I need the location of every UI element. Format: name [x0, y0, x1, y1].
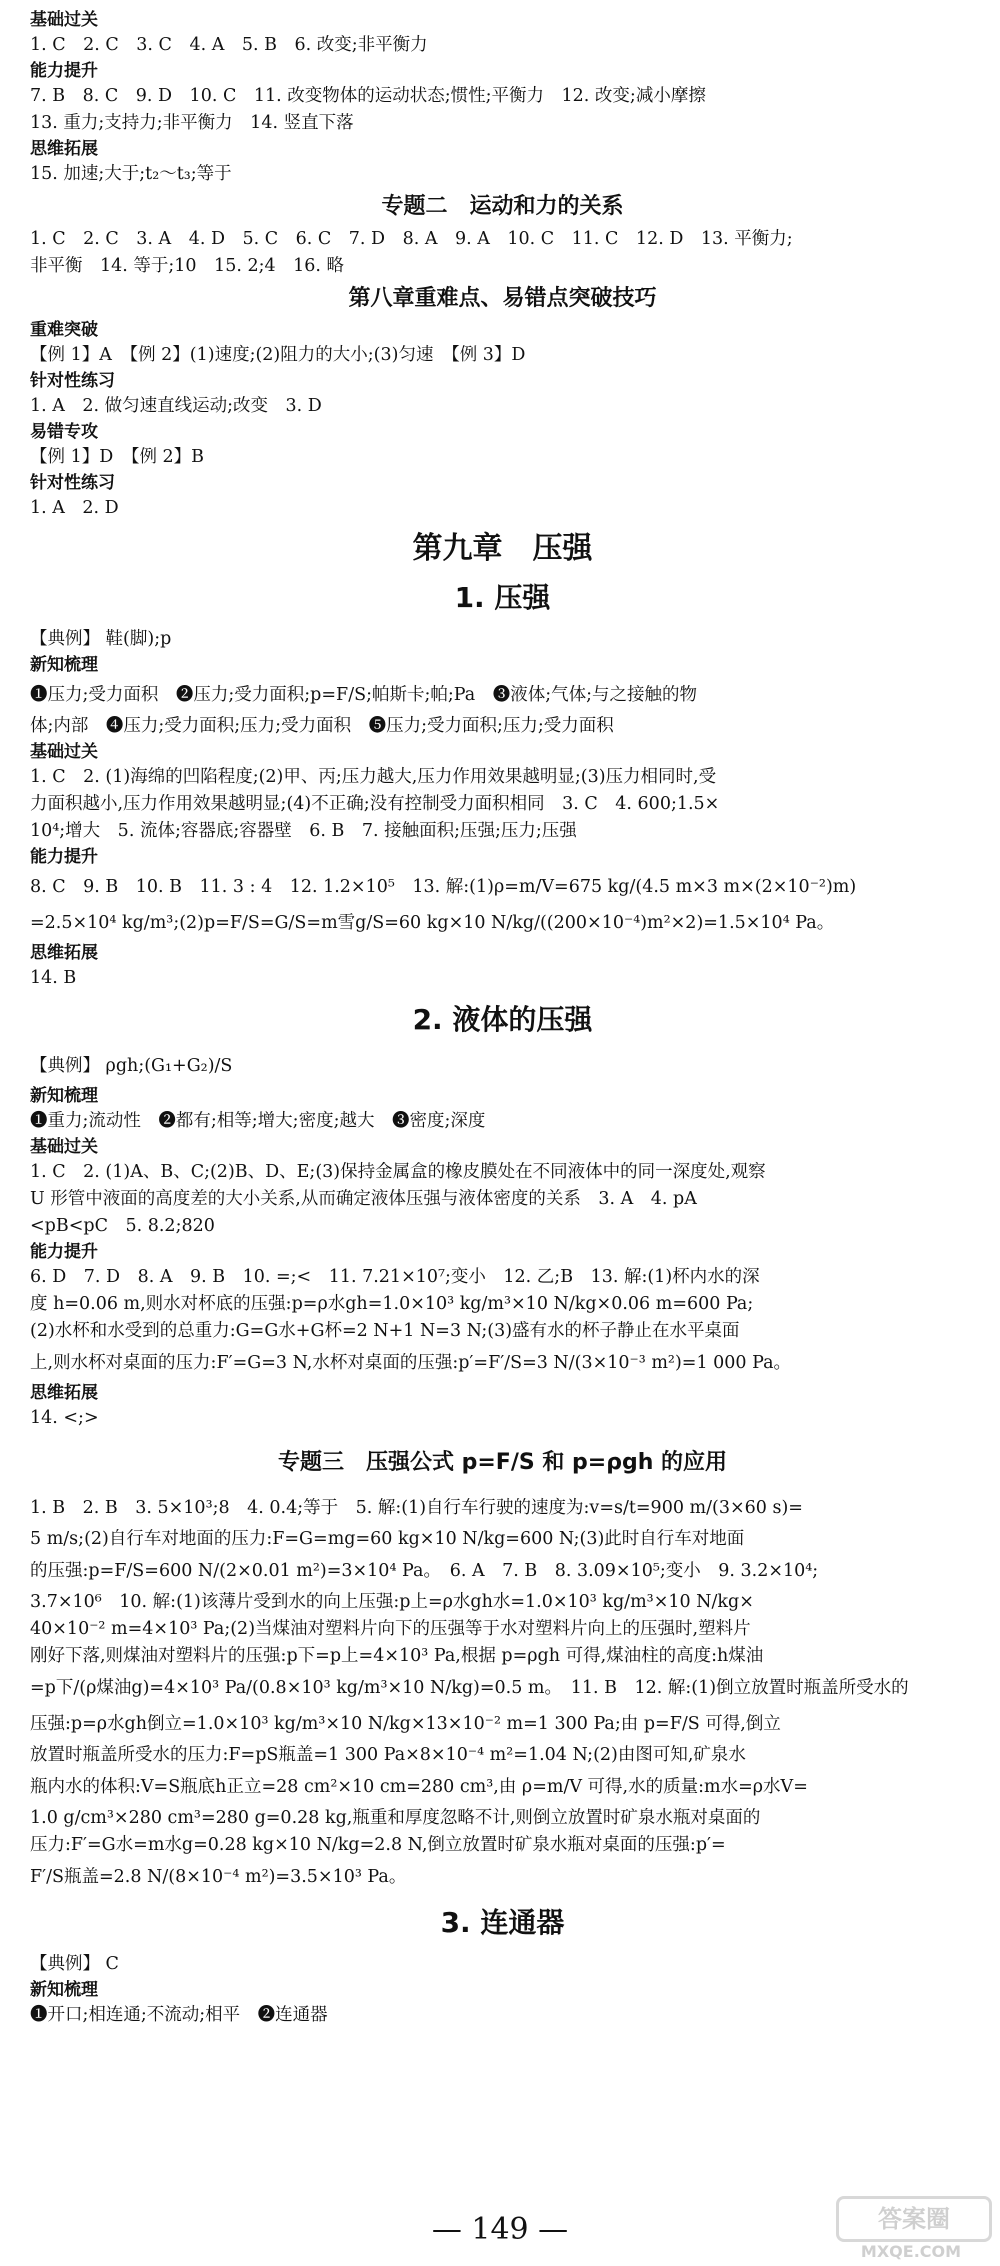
watermark-brand: 答案圈 [836, 2196, 992, 2242]
answer-line: 7. B 8. C 9. D 10. C 11. 改变物体的运动状态;惯性;平衡力 12. 改变;减小摩擦 [30, 86, 706, 106]
answer-line: 【例 1】D 【例 2】B [30, 447, 205, 467]
lesson-title: 2. 液体的压强 [412, 1003, 593, 1036]
answer-line: 14. B [30, 968, 77, 988]
answer-line: 1. A 2. D [30, 498, 119, 518]
section-label: 思维拓展 [30, 943, 98, 963]
answer-line: =p下/(ρ煤油g)=4×10³ Pa/(0.8×10³ kg/m³×10 N/kg)=0.5 m。 11. B 12. 解:(1)倒立放置时瓶盖所受水的 [30, 1678, 909, 1698]
answer-page [30, 8, 975, 2029]
section-label: 新知梳理 [30, 655, 98, 675]
watermark-url: MXQE.COM [860, 2242, 962, 2261]
answer-line: 5 m/s;(2)自行车对地面的压力:F=G=mg=60 kg×10 N/kg=600 N;(3)此时自行车对地面 [30, 1529, 745, 1549]
section-label: 思维拓展 [30, 139, 98, 159]
answer-line: 1. B 2. B 3. 5×10³;8 4. 0.4;等于 5. 解:(1)自行车行驶的速度为:v=s/t=900 m/(3×60 s)= [30, 1498, 803, 1518]
section-label: 基础过关 [30, 10, 98, 30]
answer-line: 1. A 2. 做匀速直线运动;改变 3. D [30, 396, 322, 416]
answer-line: 度 h=0.06 m,则水对杯底的压强:p=ρ水gh=1.0×10³ kg/m³×10 N/kg×0.06 m=600 Pa; [30, 1294, 754, 1314]
section-label: 新知梳理 [30, 1086, 98, 1106]
answer-line: 8. C 9. B 10. B 11. 3 : 4 12. 1.2×10⁵ 13. 解:(1)ρ=m/V=675 kg/(4.5 m×3 m×(2×10⁻²)m) [30, 877, 857, 897]
answer-line: 刚好下落,则煤油对塑料片的压强:p下=p上=4×10³ Pa,根据 p=ρgh 可得,煤油柱的高度:h煤油 [30, 1646, 764, 1666]
topic-title: 专题二 运动和力的关系 [381, 194, 624, 219]
answer-line: 【典例】 C [30, 1954, 119, 1974]
answer-line: 压力:F′=G水=m水g=0.28 kg×10 N/kg=2.8 N,倒立放置时矿泉水瓶对桌面的压强:p′= [30, 1835, 726, 1855]
answer-line: 瓶内水的体积:V=S瓶底h正立=28 cm²×10 cm=280 cm³,由 ρ=m/V 可得,水的质量:m水=ρ水V= [30, 1777, 808, 1797]
answer-line: 1.0 g/cm³×280 cm³=280 g=0.28 kg,瓶重和厚度忽略不计,则倒立放置时矿泉水瓶对桌面的 [30, 1808, 761, 1828]
answer-line: 【典例】 鞋(脚);p [30, 629, 172, 649]
section-label: 针对性练习 [30, 371, 115, 391]
answer-line: ❶压力;受力面积 ❷压力;受力面积;p=F/S;帕斯卡;帕;Pa ❸液体;气体;与之接触的物 [30, 685, 697, 705]
section-label: 能力提升 [30, 61, 98, 81]
page-number: — 149 — [431, 2212, 569, 2247]
answer-line: 1. C 2. C 3. A 4. D 5. C 6. C 7. D 8. A 9. A 10. C 11. C 12. D 13. 平衡力; [30, 229, 793, 249]
answer-line: 非平衡 14. 等于;10 15. 2;4 16. 略 [30, 256, 345, 276]
answer-line: 压强:p=ρ水gh倒立=1.0×10³ kg/m³×10 N/kg×13×10⁻² m=1 300 Pa;由 p=F/S 可得,倒立 [30, 1714, 781, 1734]
chapter-title: 第九章 压强 [412, 531, 593, 566]
section-label: 能力提升 [30, 847, 98, 867]
answer-line: ❶重力;流动性 ❷都有;相等;增大;密度;越大 ❸密度;深度 [30, 1111, 486, 1131]
section-label: 基础过关 [30, 1137, 98, 1157]
section-label: 重难突破 [30, 320, 98, 340]
topic-title: 第八章重难点、易错点突破技巧 [348, 286, 657, 311]
section-label: 新知梳理 [30, 1980, 98, 2000]
answer-line: 的压强:p=F/S=600 N/(2×0.01 m²)=3×10⁴ Pa。 6. A 7. B 8. 3.09×10⁵;变小 9. 3.2×10⁴; [30, 1561, 819, 1581]
topic-title: 专题三 压强公式 p=F/S 和 p=ρgh 的应用 [277, 1450, 728, 1475]
lesson-title: 3. 连通器 [440, 1906, 565, 1939]
answer-line: 6. D 7. D 8. A 9. B 10. =;< 11. 7.21×10⁷;变小 12. 乙;B 13. 解:(1)杯内水的深 [30, 1267, 760, 1287]
answer-line: 1. C 2. (1)海绵的凹陷程度;(2)甲、丙;压力越大,压力作用效果越明显;(3)压力相同时,受 [30, 767, 717, 787]
answer-line: <pB<pC 5. 8.2;820 [30, 1216, 215, 1236]
answer-line: 力面积越小,压力作用效果越明显;(4)不正确;没有控制受力面积相同 3. C 4. 600;1.5× [30, 794, 720, 814]
answer-line: =2.5×10⁴ kg/m³;(2)p=F/S=G/S=m雪g/S=60 kg×10 N/kg/((200×10⁻⁴)m²×2)=1.5×10⁴ Pa。 [30, 913, 835, 933]
answer-line: 10⁴;增大 5. 流体;容器底;容器壁 6. B 7. 接触面积;压强;压力;压强 [30, 821, 577, 841]
section-label: 基础过关 [30, 742, 98, 762]
answer-line: 体;内部 ❹压力;受力面积;压力;受力面积 ❺压力;受力面积;压力;受力面积 [30, 716, 614, 736]
answer-line: 上,则水杯对桌面的压力:F′=G=3 N,水杯对桌面的压强:p′=F′/S=3 N/(3×10⁻³ m²)=1 000 Pa。 [30, 1353, 792, 1373]
section-label: 能力提升 [30, 1242, 98, 1262]
answer-line: 3.7×10⁶ 10. 解:(1)该薄片受到水的向上压强:p上=ρ水gh水=1.0×10³ kg/m³×10 N/kg× [30, 1592, 754, 1612]
answer-line: 15. 加速;大于;t₂～t₃;等于 [30, 164, 232, 184]
answer-line: F′/S瓶盖=2.8 N/(8×10⁻⁴ m²)=3.5×10³ Pa。 [30, 1867, 407, 1887]
watermark-logo [836, 2196, 986, 2261]
answer-line: 40×10⁻² m=4×10³ Pa;(2)当煤油对塑料片向下的压强等于水对塑料片向上的压强时,塑料片 [30, 1619, 751, 1639]
answer-line: U 形管中液面的高度差的大小关系,从而确定液体压强与液体密度的关系 3. A 4. pA [30, 1189, 697, 1209]
answer-line: 14. <;> [30, 1408, 99, 1428]
answer-line: 1. C 2. (1)A、B、C;(2)B、D、E;(3)保持金属盒的橡皮膜处在不同液体中的同一深度处,观察 [30, 1162, 766, 1182]
answer-line: 1. C 2. C 3. C 4. A 5. B 6. 改变;非平衡力 [30, 35, 428, 55]
answer-line: 放置时瓶盖所受水的压力:F=pS瓶盖=1 300 Pa×8×10⁻⁴ m²=1.04 N;(2)由图可知,矿泉水 [30, 1745, 746, 1765]
section-label: 思维拓展 [30, 1383, 98, 1403]
section-label: 易错专攻 [30, 422, 98, 442]
section-label: 针对性练习 [30, 473, 115, 493]
answer-line: 【典例】 ρgh;(G₁+G₂)/S [30, 1056, 233, 1076]
answer-line: 【例 1】A 【例 2】(1)速度;(2)阻力的大小;(3)匀速 【例 3】D [30, 345, 526, 365]
answer-line: ❶开口;相连通;不流动;相平 ❷连通器 [30, 2005, 328, 2025]
lesson-title: 1. 压强 [454, 581, 551, 614]
answer-line: (2)水杯和水受到的总重力:G=G水+G杯=2 N+1 N=3 N;(3)盛有水的杯子静止在水平桌面 [30, 1321, 740, 1341]
answer-line: 13. 重力;支持力;非平衡力 14. 竖直下落 [30, 113, 354, 133]
